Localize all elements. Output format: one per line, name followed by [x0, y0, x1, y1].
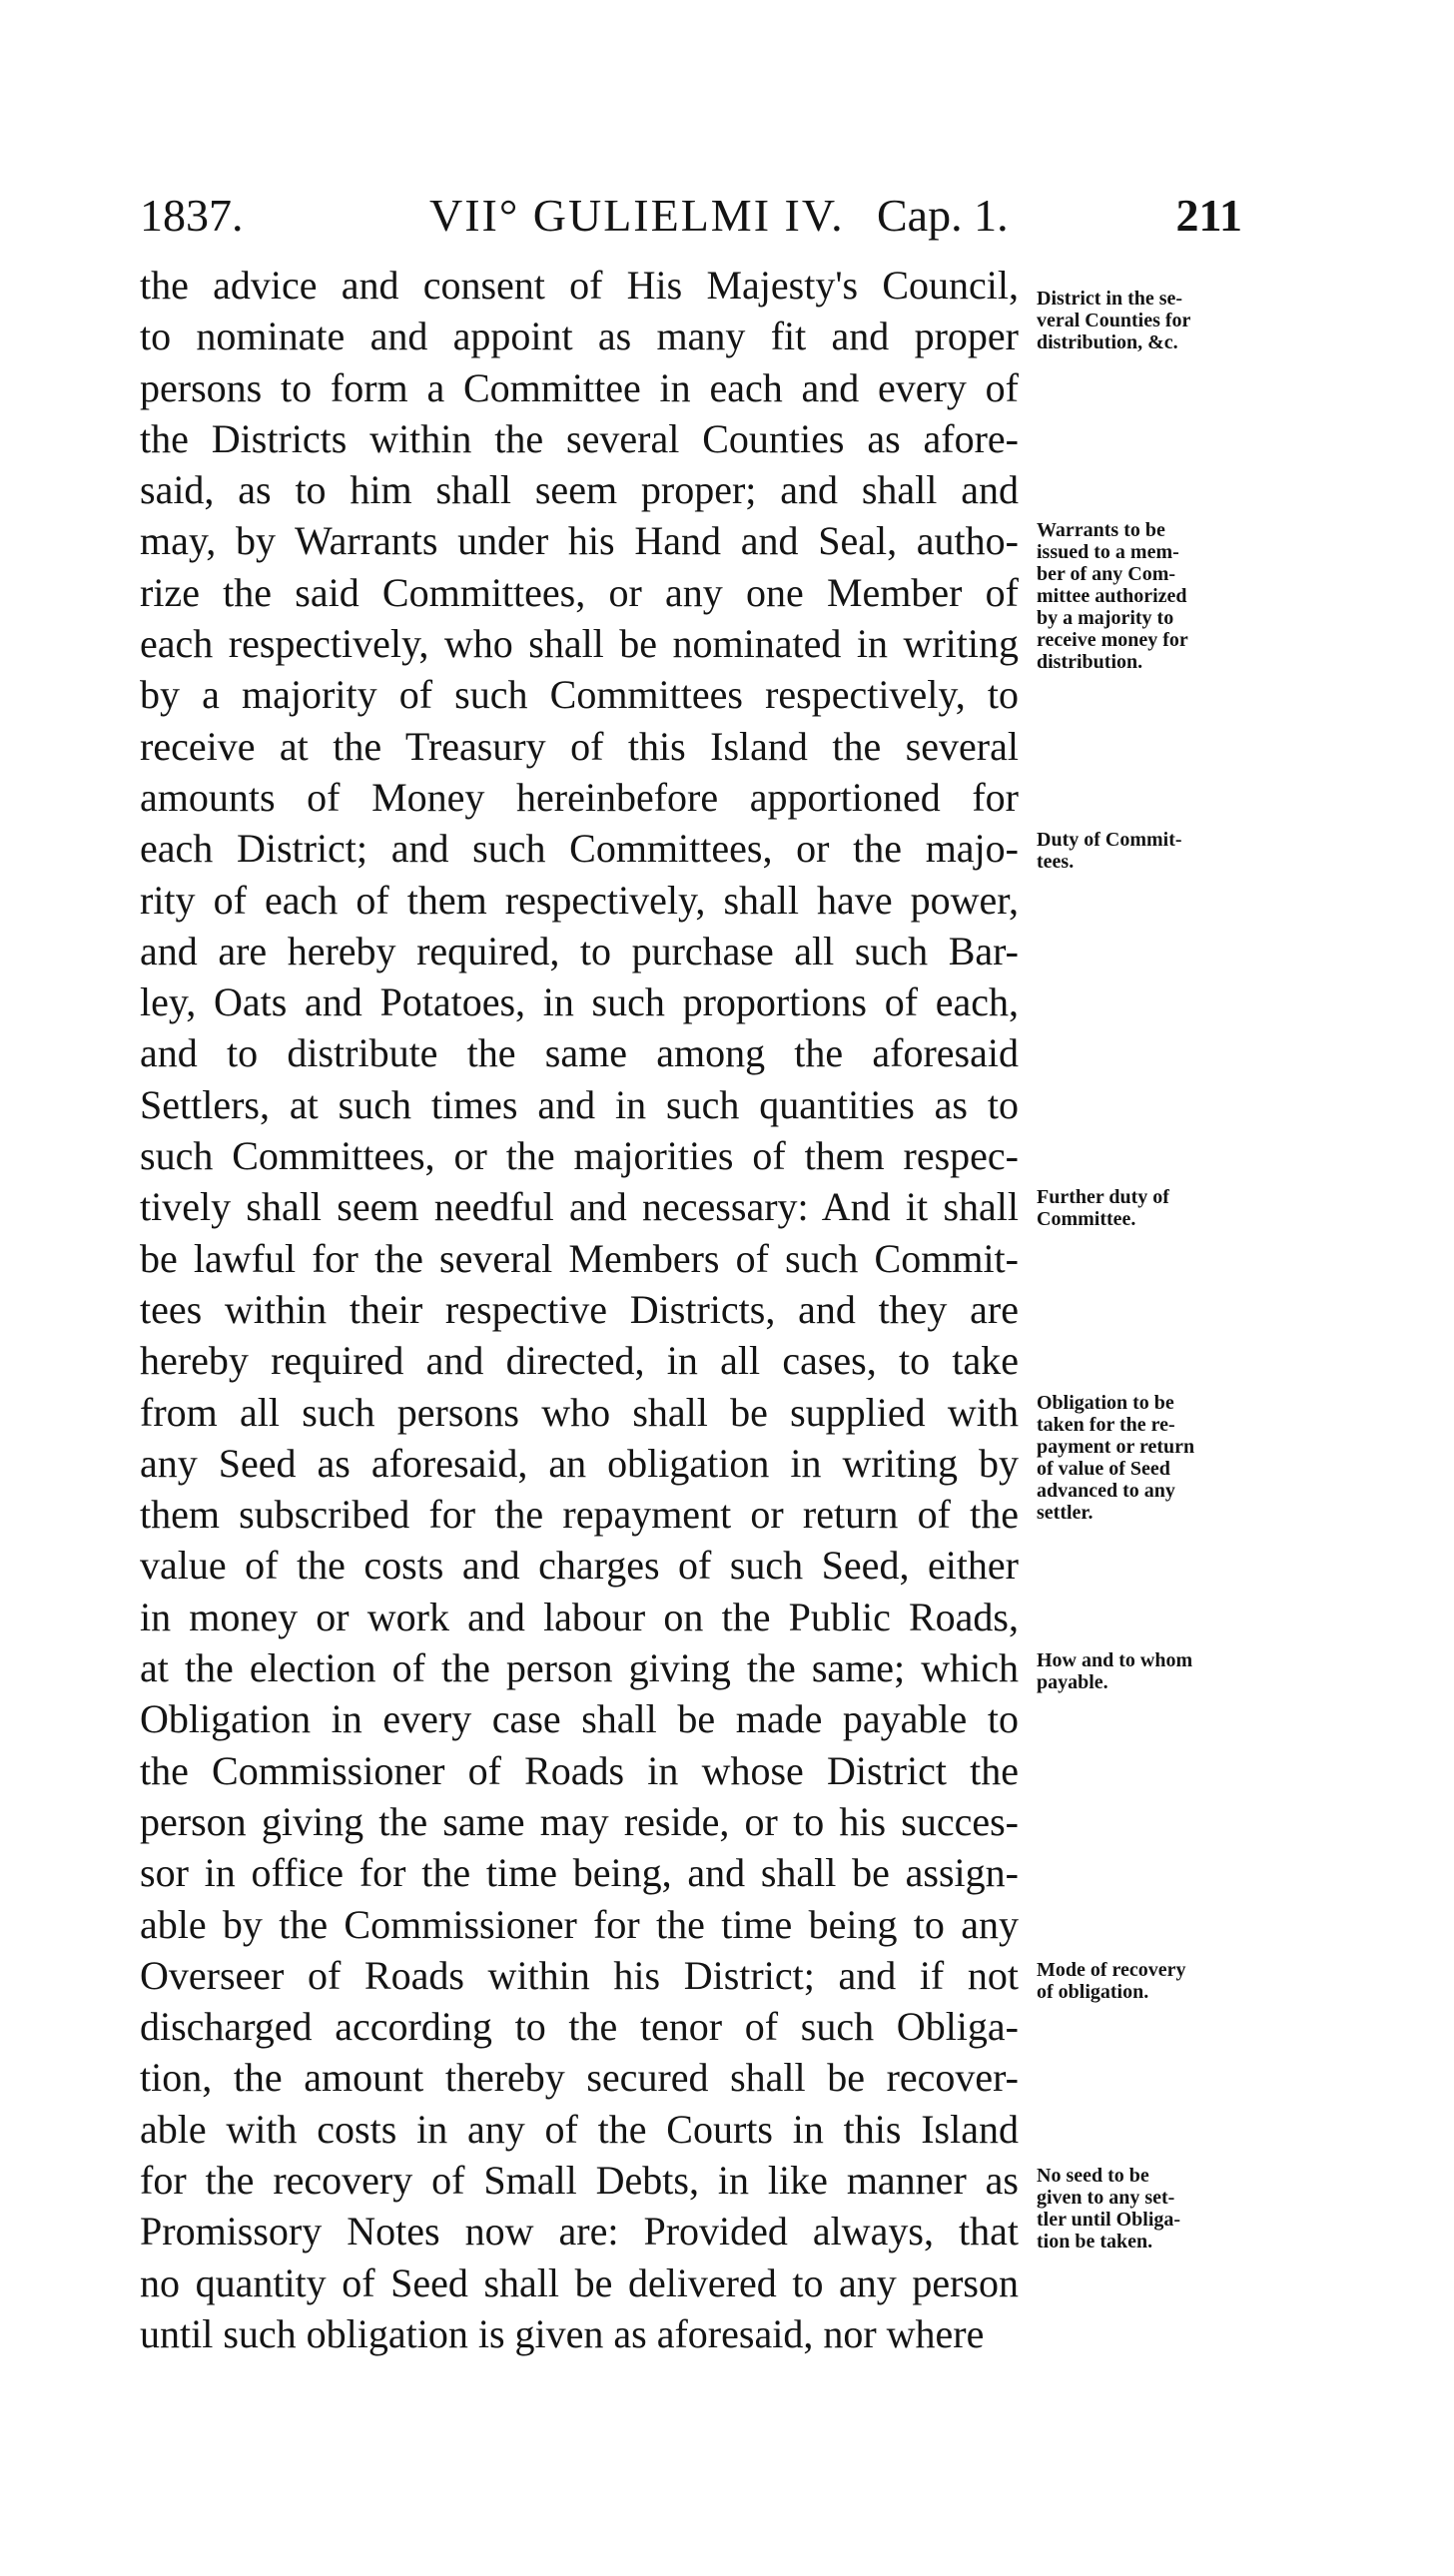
margin-note-line: issued to a mem-: [1037, 541, 1179, 563]
body-line: be lawful for the several Members of such Commit-: [140, 1235, 1019, 1281]
margin-note-line: Further duty of: [1037, 1186, 1169, 1208]
margin-note-line: taken for the re-: [1037, 1414, 1175, 1436]
margin-note-line: mittee authorized: [1037, 585, 1187, 607]
margin-note: [1037, 1959, 1236, 2003]
body-line: in money or work and labour on the Public Roads,: [140, 1594, 1019, 1639]
margin-note-line: tler until Obliga-: [1037, 2209, 1181, 2231]
margin-note-line: District in the se-: [1037, 288, 1183, 310]
header-year: 1837.: [140, 190, 244, 241]
body-line: to nominate and appoint as many fit and proper: [140, 314, 1019, 359]
margin-note: [1037, 1649, 1236, 1693]
margin-note-line: How and to whom: [1037, 1649, 1193, 1671]
body-line: each respectively, who shall be nominated in writing: [140, 621, 1019, 667]
margin-note-line: Warrants to be: [1037, 519, 1165, 541]
margin-note-line: No seed to be: [1037, 2165, 1149, 2187]
body-line: by a majority of such Committees respectively, to: [140, 672, 1019, 718]
body-line: receive at the Treasury of this Island the several: [140, 723, 1019, 769]
margin-note: [1037, 2165, 1236, 2253]
running-header: [140, 186, 1242, 246]
margin-note-line: given to any set-: [1037, 2187, 1175, 2209]
margin-note: [1037, 829, 1236, 873]
body-line: able by the Commissioner for the time being to any: [140, 1901, 1019, 1947]
body-line: said, as to him shall seem proper; and shall and: [140, 467, 1019, 513]
body-line: each District; and such Committees, or the majo-: [140, 826, 1019, 872]
body-line: from all such persons who shall be supplied with: [140, 1389, 1019, 1435]
body-line: Overseer of Roads within his District; and if not: [140, 1952, 1019, 1998]
body-line: person giving the same may reside, or to his succes-: [140, 1798, 1019, 1844]
page-number: 211: [1175, 190, 1242, 241]
body-line: until such obligation is given as aforesaid, nor where: [140, 2310, 985, 2356]
margin-note: [1037, 1392, 1236, 1524]
main-text-block: [140, 260, 1019, 2359]
body-line: the advice and consent of His Majesty's Council,: [140, 263, 1019, 308]
margin-note-line: Mode of recovery: [1037, 1959, 1186, 1981]
body-line: Obligation in every case shall be made payable to: [140, 1696, 1019, 1742]
body-line: any Seed as aforesaid, an obligation in writing by: [140, 1440, 1019, 1486]
margin-note-line: payment or return: [1037, 1436, 1195, 1458]
margin-note-line: of value of Seed: [1037, 1458, 1170, 1480]
body-line: such Committees, or the majorities of them respec-: [140, 1133, 1019, 1179]
margin-note: [1037, 288, 1236, 353]
margin-note-line: distribution, &c.: [1037, 331, 1178, 353]
body-line: and to distribute the same among the aforesaid: [140, 1030, 1019, 1076]
body-line: rity of each of them respectively, shall have power,: [140, 877, 1019, 923]
body-line: for the recovery of Small Debts, in like manner as: [140, 2157, 1019, 2203]
margin-note-line: by a majority to: [1037, 607, 1174, 629]
body-line: no quantity of Seed shall be delivered to any person: [140, 2259, 1019, 2305]
margin-note: [1037, 519, 1236, 673]
body-line: at the election of the person giving the same; which: [140, 1645, 1019, 1691]
margin-note-line: ber of any Com-: [1037, 563, 1176, 585]
body-line: discharged according to the tenor of such Obliga-: [140, 2004, 1019, 2050]
body-line: persons to form a Committee in each and every of: [140, 364, 1019, 410]
margin-note-line: tion be taken.: [1037, 2231, 1153, 2253]
body-line: tively shall seem needful and necessary: And it shall: [140, 1184, 1019, 1230]
margin-note-line: payable.: [1037, 1671, 1108, 1693]
body-line: value of the costs and charges of such Seed, either: [140, 1543, 1019, 1589]
body-line: them subscribed for the repayment or return of the: [140, 1492, 1019, 1538]
body-line: and are hereby required, to purchase all such Bar-: [140, 928, 1019, 973]
header-chapter: Cap. 1.: [877, 190, 1009, 241]
margin-note-line: of obligation.: [1037, 1981, 1149, 2003]
margin-note: [1037, 1186, 1236, 1230]
margin-note-line: advanced to any: [1037, 1480, 1175, 1502]
margin-note-line: Committee.: [1037, 1208, 1136, 1230]
body-line: tees within their respective Districts, and they are: [140, 1286, 1019, 1332]
body-line: rize the said Committees, or any one Member of: [140, 569, 1019, 615]
margin-note-line: distribution.: [1037, 651, 1143, 673]
header-reign: VII° GULIELMI IV.: [429, 190, 845, 241]
body-line: the Districts within the several Counties as afore-: [140, 415, 1019, 461]
body-line: tion, the amount thereby secured shall be recover-: [140, 2055, 1019, 2101]
margin-note-line: tees.: [1037, 851, 1075, 873]
body-line: able with costs in any of the Courts in this Island: [140, 2106, 1019, 2152]
body-line: Promissory Notes now are: Provided always, that: [140, 2209, 1019, 2254]
body-line: may, by Warrants under his Hand and Seal, autho-: [140, 518, 1019, 564]
body-line: sor in office for the time being, and shall be assign-: [140, 1850, 1019, 1896]
margin-note-line: Obligation to be: [1037, 1392, 1174, 1414]
margin-note-line: receive money for: [1037, 629, 1188, 651]
margin-note-line: Duty of Commit-: [1037, 829, 1182, 851]
body-line: ley, Oats and Potatoes, in such proportions of each,: [140, 979, 1019, 1025]
body-line: the Commissioner of Roads in whose District the: [140, 1747, 1019, 1793]
body-line: Settlers, at such times and in such quantities as to: [140, 1081, 1019, 1127]
margin-note-line: settler.: [1037, 1502, 1093, 1524]
body-line: hereby required and directed, in all cases, to take: [140, 1338, 1019, 1384]
body-line: amounts of Money hereinbefore apportioned for: [140, 774, 1019, 820]
margin-note-line: veral Counties for: [1037, 310, 1191, 331]
